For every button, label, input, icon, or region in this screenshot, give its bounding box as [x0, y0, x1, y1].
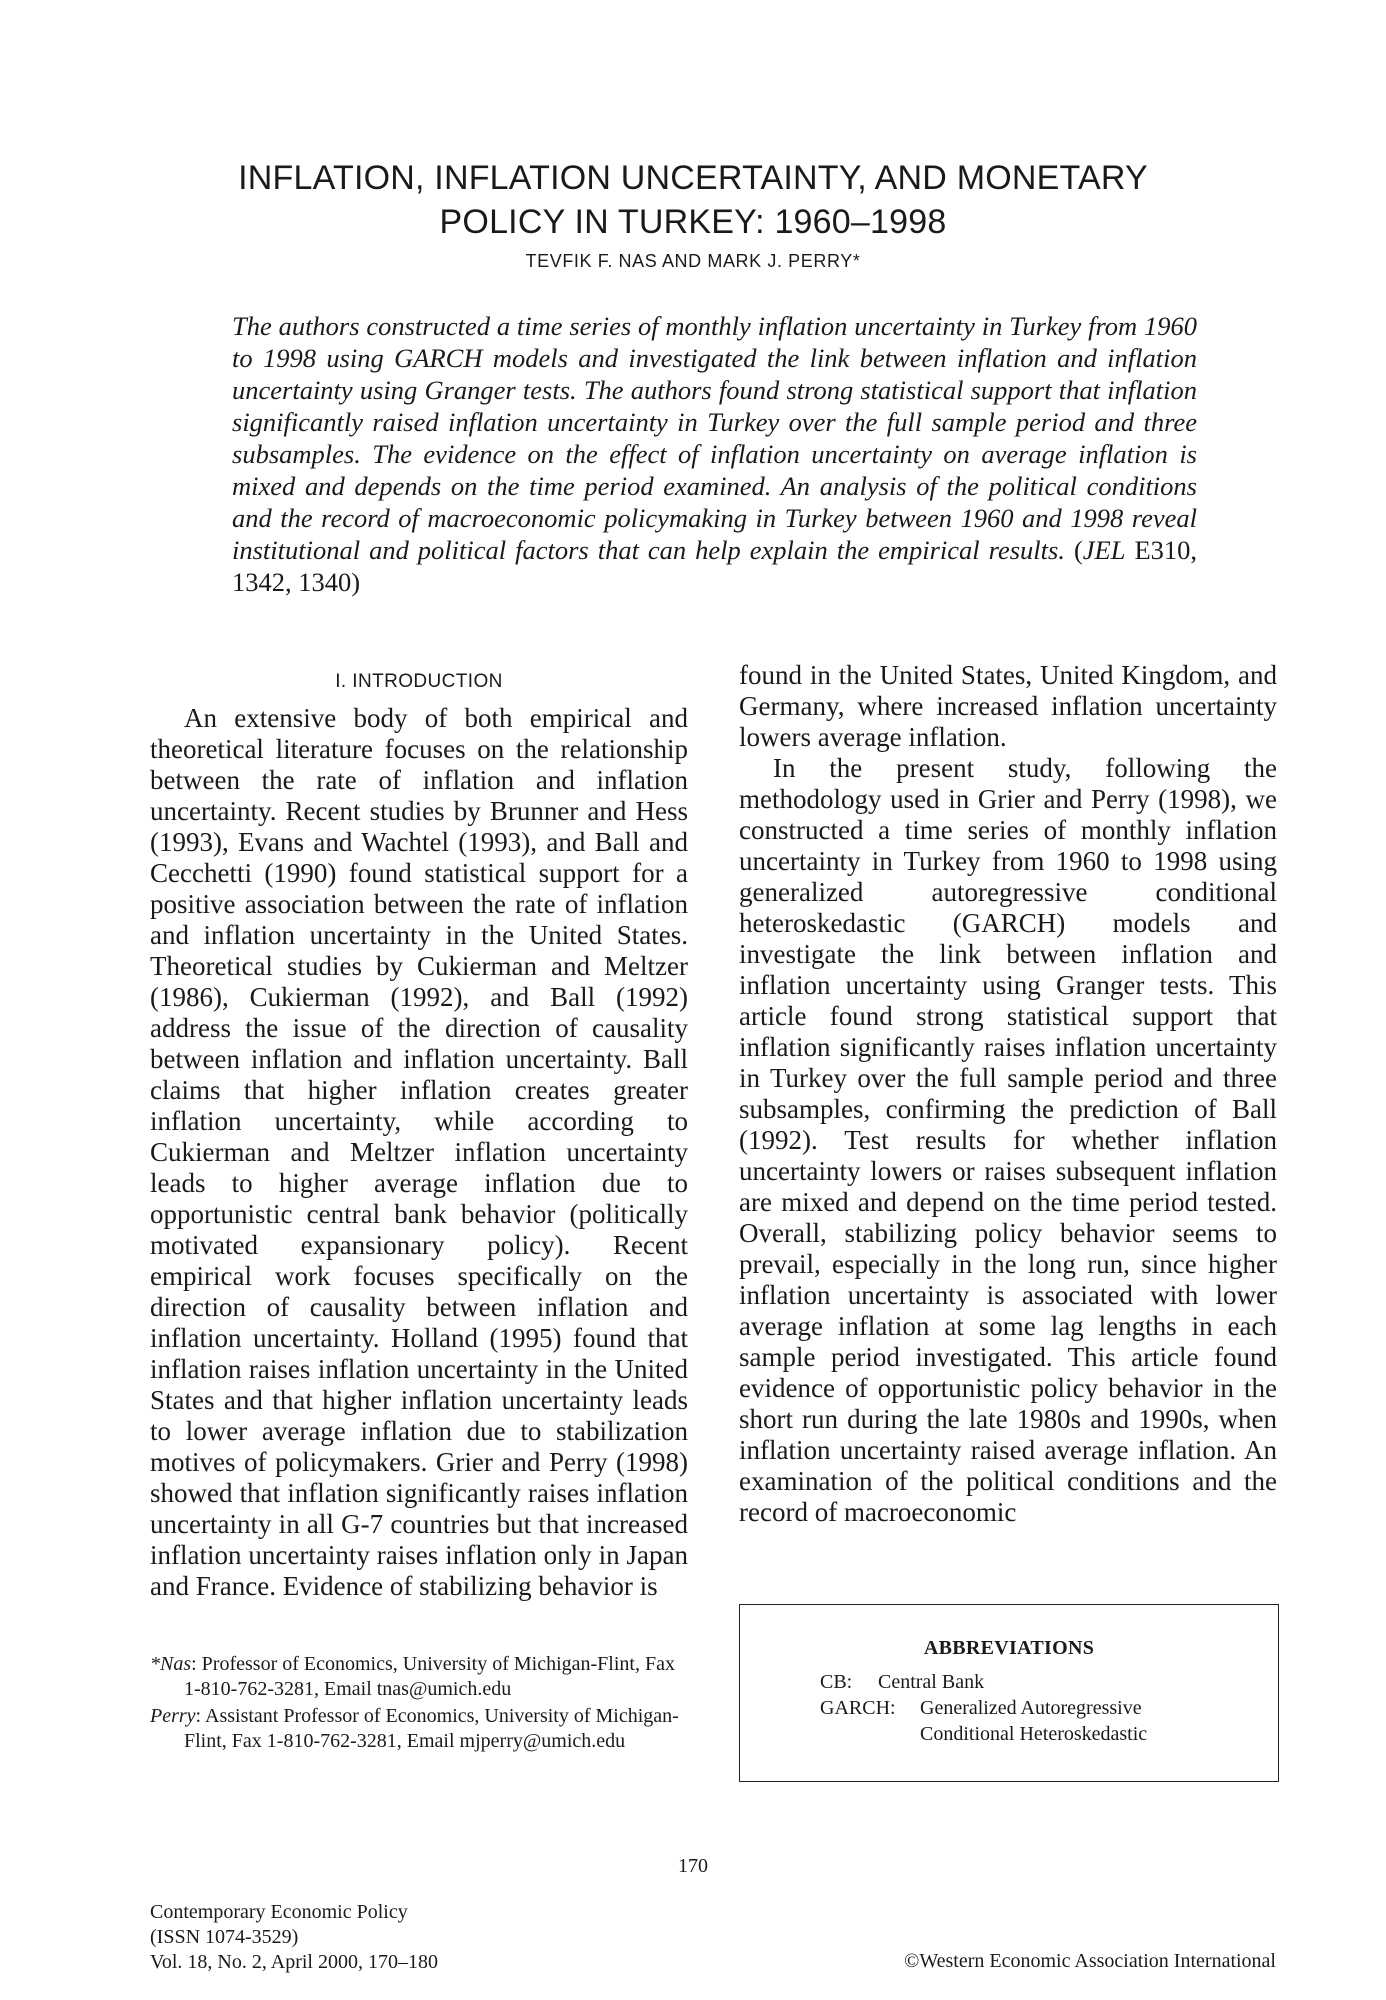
journal-name: Contemporary Economic Policy: [150, 1901, 408, 1923]
author-footnotes: [150, 1652, 688, 1756]
footnote-perry: Perry: Assistant Professor of Economics, University of Michigan-Flint, Fax 1-810-762-3281, Email mjperry@umich.edu: [150, 1705, 679, 1752]
title-line-1: INFLATION, INFLATION UNCERTAINTY, AND MONETARY: [238, 159, 1148, 197]
author-line: TEVFIK F. NAS AND MARK J. PERRY*: [525, 251, 861, 271]
abbreviation-key: GARCH:: [820, 1697, 896, 1719]
jel-codes: E310, 1342, 1340): [232, 535, 1198, 597]
abbreviations-title: ABBREVIATIONS: [923, 1637, 1095, 1659]
abstract: [232, 310, 1197, 598]
abbreviations-box: [739, 1604, 1279, 1782]
left-column: [150, 660, 688, 1602]
intro-paragraph-2: In the present study, following the methodology used in Grier and Perry (1998), we constructed a time series of monthly inflation uncertainty in Turkey from 1960 to 1998 using generalized autoregressive conditional heteroskedastic (GARCH) models and investigate the link between inflation and inflation uncertainty using Granger tests. This article found strong statistical support that inflation significantly raises inflation uncertainty in Turkey over the full sample period and three subsamples, confirming the prediction of Ball (1992). Test results for whether inflation uncertainty lowers or raises subsequent inflation are mixed and depend on the time period tested. Overall, stabilizing policy behavior seems to prevail, especially in the long run, since higher inflation uncertainty is associated with lower average inflation at some lag lengths in each sample period investigated. This article found evidence of opportunistic policy behavior in the short run during the late 1980s and 1990s, when inflation uncertainty raised average inflation. An examination of the political conditions and the record of macroeconomic: [739, 753, 1277, 1527]
article-title: [190, 156, 1196, 244]
page-number: 170: [678, 1855, 708, 1877]
abbreviation-row: [740, 1721, 1278, 1747]
abbreviation-key: CB:: [820, 1671, 853, 1693]
abbreviation-row: [740, 1669, 1278, 1695]
right-column: [739, 660, 1277, 1528]
journal-issn: (ISSN 1074-3529): [150, 1926, 299, 1948]
journal-volume: Vol. 18, No. 2, April 2000, 170–180: [150, 1951, 438, 1973]
intro-paragraph-1: An extensive body of both empirical and theoretical literature focuses on the relationship between the rate of inflation and inflation uncertainty. Recent studies by Brunner and Hess (1993), Evans and Wachtel (1993), and Ball and Cecchetti (1990) found statistical support for a positive association between the rate of inflation and inflation uncertainty in the United States. Theoretical studies by Cukierman and Meltzer (1986), Cukierman (1992), and Ball (1992) address the issue of the direction of causality between inflation and inflation uncertainty. Ball claims that higher inflation creates greater inflation uncertainty, while according to Cukierman and Meltzer inflation uncertainty leads to higher average inflation due to opportunistic central bank behavior (politically motivated expansionary policy). Recent empirical work focuses specifically on the direction of causality between inflation and inflation uncertainty. Holland (1995) found that inflation raises inflation uncertainty in the United States and that higher inflation uncertainty leads to lower average inflation due to stabilization motives of policymakers. Grier and Perry (1998) showed that inflation significantly raises inflation uncertainty in all G-7 countries but that increased inflation uncertainty raises inflation only in Japan and France. Evidence of stabilizing behavior is: [150, 703, 688, 1601]
footnote-nas: *Nas: Professor of Economics, University of Michigan-Flint, Fax 1-810-762-3281, Email tnas@umich.edu: [150, 1653, 675, 1700]
abbreviation-row: [740, 1695, 1278, 1721]
abbreviation-value: Central Bank: [878, 1671, 985, 1693]
intro-paragraph-1-continued: found in the United States, United Kingdom, and Germany, where increased inflation uncertainty lowers average inflation.: [739, 660, 1277, 752]
title-line-2: POLICY IN TURKEY: 1960–1998: [439, 203, 947, 241]
abbreviation-value: Generalized Autoregressive: [920, 1697, 1142, 1719]
copyright-notice: ©Western Economic Association International: [904, 1950, 1276, 1972]
section-heading-introduction: I. INTRODUCTION: [335, 671, 503, 692]
abbreviation-value: Conditional Heteroskedastic: [920, 1723, 1148, 1745]
abstract-text: The authors constructed a time series of monthly inflation uncertainty in Turkey from 1960 to 1998 using GARCH models and investigated the link between inflation and inflation uncertainty using Granger tests. The authors found strong statistical support that inflation significantly raised inflation uncertainty in Turkey over the full sample period and three subsamples. The evidence on the effect of inflation uncertainty on average inflation is mixed and depends on the time period examined. An analysis of the political conditions and the record of macroeconomic policymaking in Turkey between 1960 and 1998 reveal institutional and political factors that can help explain the empirical results.: [232, 311, 1197, 565]
jel-label: JEL: [1082, 535, 1126, 565]
jel-open: (: [1064, 535, 1083, 565]
abbreviation-key: [820, 1721, 920, 1747]
journal-info: [150, 1900, 438, 1975]
